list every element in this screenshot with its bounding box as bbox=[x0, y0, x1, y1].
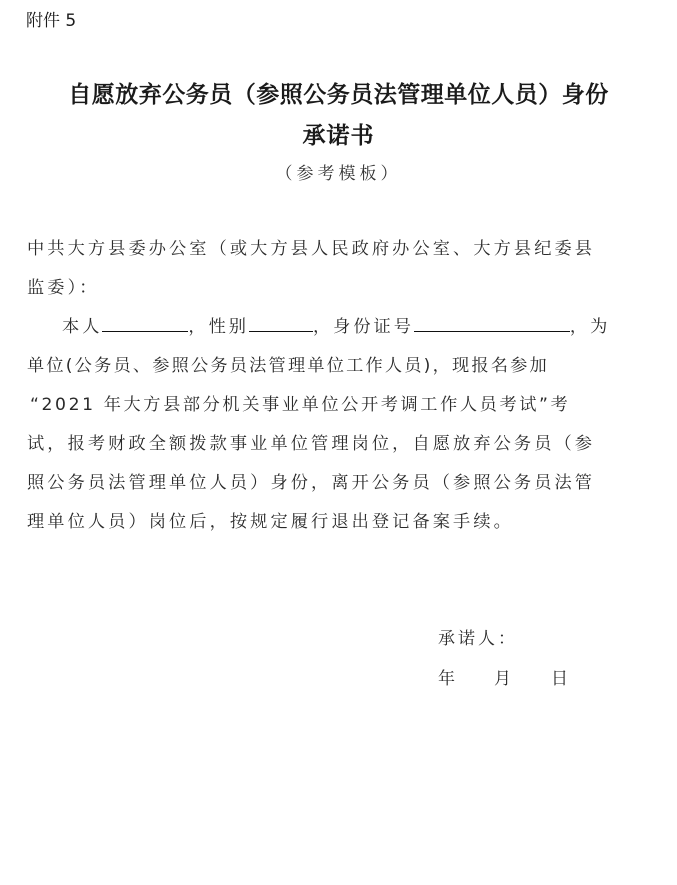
document-title-line2: 承诺书 bbox=[302, 123, 375, 149]
attachment-label: 附件 5 bbox=[26, 11, 77, 31]
body-line-4: 照公务员法管理单位人员）身份，离开公务员（参照公务员法管 bbox=[27, 473, 596, 493]
id-number-blank-field[interactable] bbox=[414, 315, 570, 332]
addressee-line2: 监委）： bbox=[27, 278, 100, 298]
body-line-3: 试，报考财政全额拨款事业单位管理岗位，自愿放弃公务员（参 bbox=[27, 434, 596, 454]
gender-label: ，性别 bbox=[188, 317, 249, 337]
document-title-line1: 自愿放弃公务员（参照公务员法管理单位人员）身份 bbox=[68, 82, 609, 108]
date-year-label: 年 bbox=[438, 669, 458, 689]
date-day-label: 日 bbox=[551, 669, 571, 689]
declaration-form-line bbox=[62, 312, 610, 337]
gender-blank-field[interactable] bbox=[249, 315, 313, 332]
document-subtitle: （参考模板） bbox=[275, 164, 402, 184]
id-suffix-text: ，为 bbox=[569, 317, 611, 337]
name-blank-field[interactable] bbox=[102, 315, 188, 332]
body-line-2: “2021 年大方县部分机关事业单位公开考调工作人员考试”考 bbox=[30, 395, 571, 415]
id-number-label: ，身份证号 bbox=[312, 317, 414, 337]
addressee-line1: 中共大方县委办公室（或大方县人民政府办公室、大方县纪委县 bbox=[27, 239, 596, 259]
signer-label: 承诺人： bbox=[438, 629, 518, 649]
date-month-label: 月 bbox=[494, 669, 514, 689]
body-line-5: 理单位人员）岗位后，按规定履行退出登记备案手续。 bbox=[27, 512, 514, 532]
name-label: 本人 bbox=[62, 317, 103, 337]
body-line-1: 单位(公务员、参照公务员法管理单位工作人员)，现报名参加 bbox=[27, 356, 549, 376]
